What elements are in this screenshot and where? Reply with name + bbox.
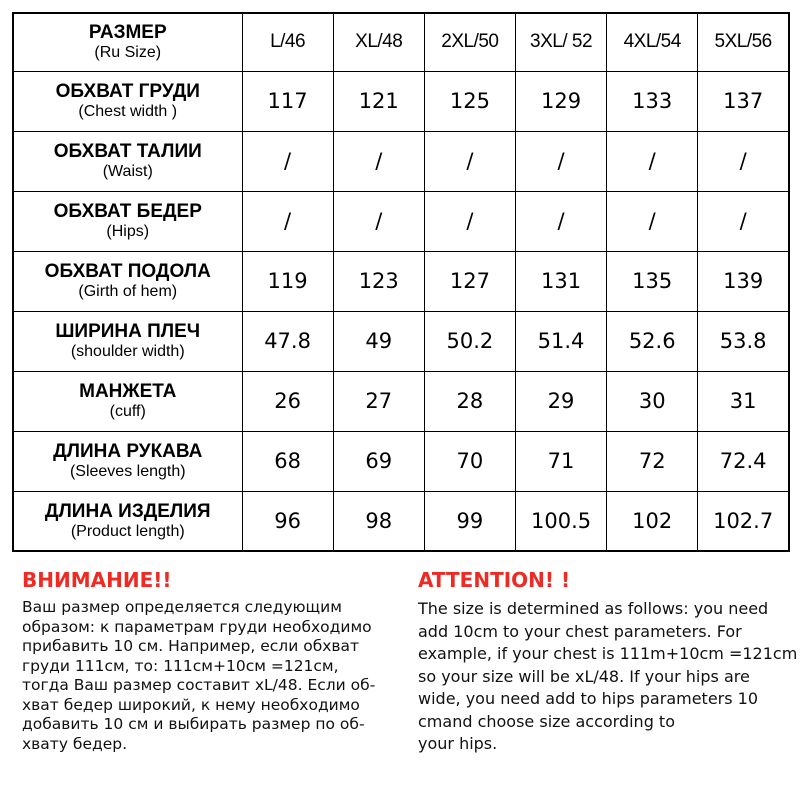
row-label-ru: ОБХВАТ ГРУДИ xyxy=(55,81,200,102)
cell-value: 72 xyxy=(638,449,666,473)
value-cell xyxy=(698,131,789,191)
value-cell xyxy=(242,371,333,431)
cell-value: 129 xyxy=(541,89,582,113)
row-label-en: (Girth of hem) xyxy=(78,283,178,300)
notice-ru-line: образом: к параметрам груди необходимо xyxy=(22,617,372,636)
cell-value: 49 xyxy=(365,329,393,353)
cell-value: 70 xyxy=(456,449,484,473)
notice-en-line: The size is determined as follows: you need xyxy=(418,599,769,618)
row-label-en: (Product length) xyxy=(70,522,185,540)
notice-ru-line: хват бедер широкий, к нему необходимо xyxy=(22,695,360,714)
value-cell xyxy=(242,191,333,251)
value-cell xyxy=(515,311,606,371)
value-cell xyxy=(515,71,606,131)
value-cell xyxy=(333,371,424,431)
value-cell xyxy=(424,131,515,191)
value-cell xyxy=(242,491,333,551)
notice-en-line: example, if your chest is 111m+10cm =121cm xyxy=(418,644,798,663)
value-cell xyxy=(242,251,333,311)
row-label-en: (Sleeves length) xyxy=(69,463,186,480)
value-cell xyxy=(424,431,515,491)
value-cell xyxy=(333,191,424,251)
cell-value: 29 xyxy=(547,389,575,413)
value-cell xyxy=(515,431,606,491)
notice-en-line: cmand choose size according to xyxy=(418,711,675,731)
cell-value: / xyxy=(375,209,383,233)
cell-value: 69 xyxy=(365,449,393,473)
notice-ru-line: тогда Ваш размер составит xL/48. Если об- xyxy=(22,676,376,694)
header-row xyxy=(13,13,789,71)
cell-value: 135 xyxy=(632,269,673,293)
size-header: XL/48 xyxy=(355,31,403,53)
cuff-row xyxy=(13,371,789,431)
notice-ru-line: добавить 10 см и выбирать размер по об- xyxy=(22,715,365,733)
cell-value: 121 xyxy=(358,89,399,113)
cell-value: 28 xyxy=(456,389,484,413)
value-cell xyxy=(515,191,606,251)
cell-value: 51.4 xyxy=(537,329,585,353)
size-header-cell xyxy=(515,13,606,71)
value-cell xyxy=(424,371,515,431)
chest-row xyxy=(13,71,789,131)
value-cell xyxy=(515,131,606,191)
notice-en-title: ATTENTION! ! xyxy=(418,568,571,592)
notice-ru-line: груди 111см, то: 111см+10см =121см, xyxy=(22,656,339,675)
value-cell xyxy=(698,311,789,371)
cell-value: 133 xyxy=(632,89,673,113)
row-label-ru: ДЛИНА ИЗДЕЛИЯ xyxy=(44,500,211,522)
cell-value: / xyxy=(466,149,474,173)
value-cell xyxy=(424,71,515,131)
cell-value: 98 xyxy=(365,508,393,533)
size-label-en: (Ru Size) xyxy=(94,44,162,62)
cell-value: 30 xyxy=(638,389,666,413)
cell-value: 102.7 xyxy=(713,508,774,533)
value-cell xyxy=(333,251,424,311)
row-label-ru: ОБХВАТ ПОДОЛА xyxy=(44,261,211,282)
notice-ru-line: Ваш размер определяется следующим xyxy=(22,598,342,616)
size-header: 2XL/50 xyxy=(441,31,499,53)
row-label-cell xyxy=(13,491,242,551)
cell-value: / xyxy=(739,209,747,233)
value-cell xyxy=(424,251,515,311)
row-label-ru: ШИРИНА ПЛЕЧ xyxy=(55,321,201,342)
notice-ru-line: хвату бедер. xyxy=(22,734,128,753)
row-label-cell xyxy=(13,71,242,131)
cell-value: / xyxy=(557,209,565,233)
value-cell xyxy=(333,131,424,191)
value-cell xyxy=(242,131,333,191)
value-cell xyxy=(333,491,424,551)
cell-value: / xyxy=(648,209,656,233)
size-header: 4XL/54 xyxy=(623,31,681,53)
size-header-cell xyxy=(698,13,789,71)
value-cell xyxy=(607,131,698,191)
cell-value: 26 xyxy=(274,389,301,413)
cell-value: 117 xyxy=(267,89,308,113)
size-header-cell xyxy=(242,13,333,71)
value-cell xyxy=(698,371,789,431)
row-label-cell xyxy=(13,431,242,491)
value-cell xyxy=(424,491,515,551)
value-cell xyxy=(333,71,424,131)
value-cell xyxy=(698,491,789,551)
notice-ru xyxy=(22,566,407,754)
row-label-ru: МАНЖЕТА xyxy=(79,381,177,402)
value-cell xyxy=(424,311,515,371)
cell-value: 100.5 xyxy=(530,508,592,533)
notice-en-line: wide, you need add to hips parameters 10 xyxy=(418,689,759,708)
header-label-cell xyxy=(13,13,242,71)
value-cell xyxy=(607,251,698,311)
value-cell xyxy=(515,251,606,311)
row-label-en: (Hips) xyxy=(106,223,150,240)
value-cell xyxy=(333,311,424,371)
shoulder-row xyxy=(13,311,789,371)
waist-row xyxy=(13,131,789,191)
cell-value: 99 xyxy=(456,508,484,533)
cell-value: / xyxy=(466,209,474,233)
cell-value: 53.8 xyxy=(719,329,767,353)
cell-value: 31 xyxy=(729,389,757,413)
size-header: 3XL/ 52 xyxy=(530,31,593,53)
cell-value: 68 xyxy=(274,449,301,473)
row-label-ru: ОБХВАТ БЕДЕР xyxy=(53,201,202,222)
value-cell xyxy=(424,191,515,251)
value-cell xyxy=(607,311,698,371)
value-cell xyxy=(333,431,424,491)
notice-ru-line: прибавить 10 см. Например, если обхват xyxy=(22,637,360,655)
cell-value: 27 xyxy=(365,389,393,413)
row-label-cell xyxy=(13,251,242,311)
cell-value: 96 xyxy=(274,508,301,533)
hips-row xyxy=(13,191,789,251)
cell-value: / xyxy=(284,209,292,233)
value-cell xyxy=(698,71,789,131)
size-header-cell xyxy=(333,13,424,71)
cell-value: 72.4 xyxy=(719,449,767,473)
notice-ru-body xyxy=(22,598,407,754)
sleeve-row xyxy=(13,431,789,491)
notice-en-line: your hips. xyxy=(418,734,498,753)
length-row xyxy=(13,491,789,551)
notice-en-line: so your size will be xL/48. If your hips are xyxy=(418,666,750,686)
cell-value: / xyxy=(557,149,565,173)
value-cell xyxy=(607,431,698,491)
value-cell xyxy=(698,191,789,251)
row-label-en: (shoulder width) xyxy=(70,343,185,360)
notice-ru-title: ВНИМАНИЕ!! xyxy=(22,568,172,592)
cell-value: 139 xyxy=(723,269,764,293)
cell-value: 52.6 xyxy=(628,329,676,353)
cell-value: / xyxy=(284,149,292,173)
size-header: L/46 xyxy=(270,31,306,53)
value-cell xyxy=(515,371,606,431)
cell-value: 47.8 xyxy=(264,329,311,353)
value-cell xyxy=(242,71,333,131)
cell-value: 50.2 xyxy=(446,329,494,353)
size-header-cell xyxy=(607,13,698,71)
cell-value: 119 xyxy=(267,269,308,293)
size-header-cell xyxy=(424,13,515,71)
hem-row xyxy=(13,251,789,311)
size-header: 5XL/56 xyxy=(714,31,772,53)
row-label-cell xyxy=(13,191,242,251)
size-label-ru: РАЗМЕР xyxy=(88,22,167,44)
value-cell xyxy=(607,371,698,431)
row-label-cell xyxy=(13,371,242,431)
notice-en-line: add 10cm to your chest parameters. For xyxy=(418,621,742,641)
value-cell xyxy=(242,311,333,371)
row-label-ru: ОБХВАТ ТАЛИИ xyxy=(53,141,202,162)
value-cell xyxy=(607,71,698,131)
value-cell xyxy=(698,431,789,491)
row-label-cell xyxy=(13,311,242,371)
cell-value: 127 xyxy=(449,269,490,293)
cell-value: / xyxy=(648,149,656,173)
notice-en-body xyxy=(418,598,798,756)
cell-value: 131 xyxy=(541,269,582,293)
size-chart-table xyxy=(12,12,790,552)
cell-value: 102 xyxy=(632,508,673,533)
row-label-en: (Chest width ) xyxy=(78,103,178,120)
row-label-ru: ДЛИНА РУКАВА xyxy=(53,441,203,462)
cell-value: 137 xyxy=(723,89,764,113)
value-cell xyxy=(607,191,698,251)
value-cell xyxy=(515,491,606,551)
row-label-cell xyxy=(13,131,242,191)
cell-value: / xyxy=(739,149,747,173)
cell-value: 123 xyxy=(358,269,399,293)
cell-value: 71 xyxy=(547,449,575,473)
row-label-en: (cuff) xyxy=(109,403,146,420)
cell-value: / xyxy=(375,149,383,173)
row-label-en: (Waist) xyxy=(102,163,153,180)
value-cell xyxy=(242,431,333,491)
value-cell xyxy=(607,491,698,551)
cell-value: 125 xyxy=(449,89,490,113)
value-cell xyxy=(698,251,789,311)
notice-en xyxy=(418,566,798,756)
